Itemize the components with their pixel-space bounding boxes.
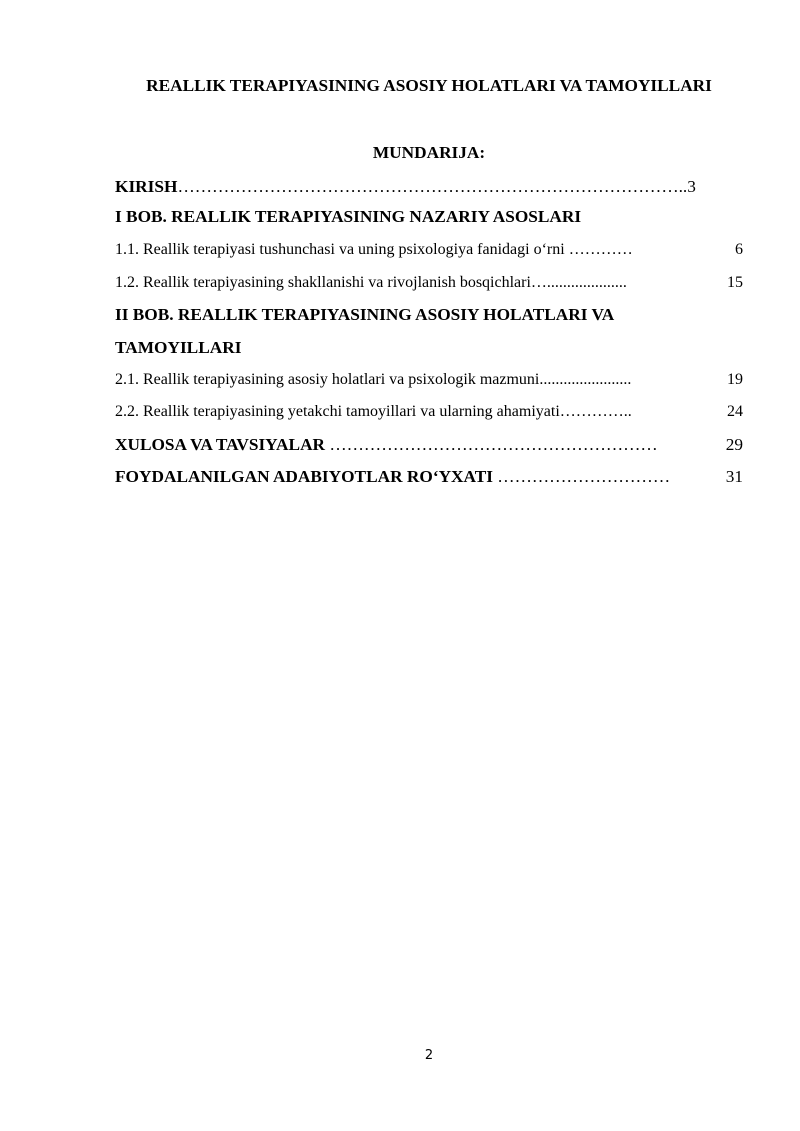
toc-entry-page: 15: [726, 272, 743, 294]
toc-entry-label: 2.1. Reallik terapiyasining asosiy holatlari va psixologik mazmuni: [115, 371, 540, 388]
toc-entry-leader: …………………………: [497, 467, 671, 486]
toc-entry-label: FOYDALANILGAN ADABIYOTLAR RO‘YXATI: [115, 467, 498, 486]
toc-entry-label: KIRISH: [115, 177, 178, 196]
page-number: 2: [424, 1048, 434, 1063]
toc-entry-page: 24: [726, 401, 743, 423]
toc-entry-1-2[interactable]: [115, 272, 743, 294]
toc-chapter-1[interactable]: [115, 206, 743, 228]
toc-entry-label: 1.2. Reallik terapiyasining shakllanishi va rivojlanish bosqichlari: [115, 274, 531, 291]
toc-chapter-label: TAMOYILLARI: [115, 338, 242, 357]
toc-entry-page: 6: [734, 239, 743, 261]
toc-heading: MUNDARIJA:: [372, 143, 486, 162]
toc-entry-1-1[interactable]: [115, 239, 743, 261]
toc-entry-leader: …………..: [559, 403, 632, 420]
toc-entry-leader: …………………………………………………: [329, 435, 658, 454]
toc-entry-leader: …....................: [530, 274, 627, 291]
toc-entry-xulosa[interactable]: [115, 434, 743, 456]
toc-entry-leader: …………: [568, 241, 633, 258]
toc-entry-label: 2.2. Reallik terapiyasining yetakchi tamoyillari va ularning ahamiyati: [115, 403, 560, 420]
toc-entry-kirish[interactable]: [115, 176, 743, 198]
toc-chapter-label: I BOB. REALLIK TERAPIYASINING NAZARIY ASOSLARI: [115, 207, 582, 226]
toc-entry-label: XULOSA VA TAVSIYALAR: [115, 435, 330, 454]
toc-entry-2-2[interactable]: [115, 401, 743, 423]
toc-entry-page: 29: [725, 435, 743, 454]
toc-entry-leader: .......................: [539, 371, 632, 388]
toc-entry-page: 19: [726, 369, 743, 391]
toc-entry-2-1[interactable]: [115, 369, 743, 391]
toc-entry-leader: ……………………………………………………………………………..3: [177, 177, 696, 196]
toc-chapter-2-line-1[interactable]: [115, 304, 743, 326]
document-title: REALLIK TERAPIYASINING ASOSIY HOLATLARI VA TAMOYILLARI: [146, 76, 712, 95]
toc-chapter-2-line-2[interactable]: [115, 337, 743, 359]
toc-chapter-label: II BOB. REALLIK TERAPIYASINING ASOSIY HOLATLARI VA: [115, 305, 615, 324]
toc-entry-adabiyotlar[interactable]: [115, 466, 743, 488]
toc-entry-page: 31: [725, 467, 743, 486]
toc-entry-label: 1.1. Reallik terapiyasi tushunchasi va uning psixologiya fanidagi o‘rni: [115, 241, 569, 258]
